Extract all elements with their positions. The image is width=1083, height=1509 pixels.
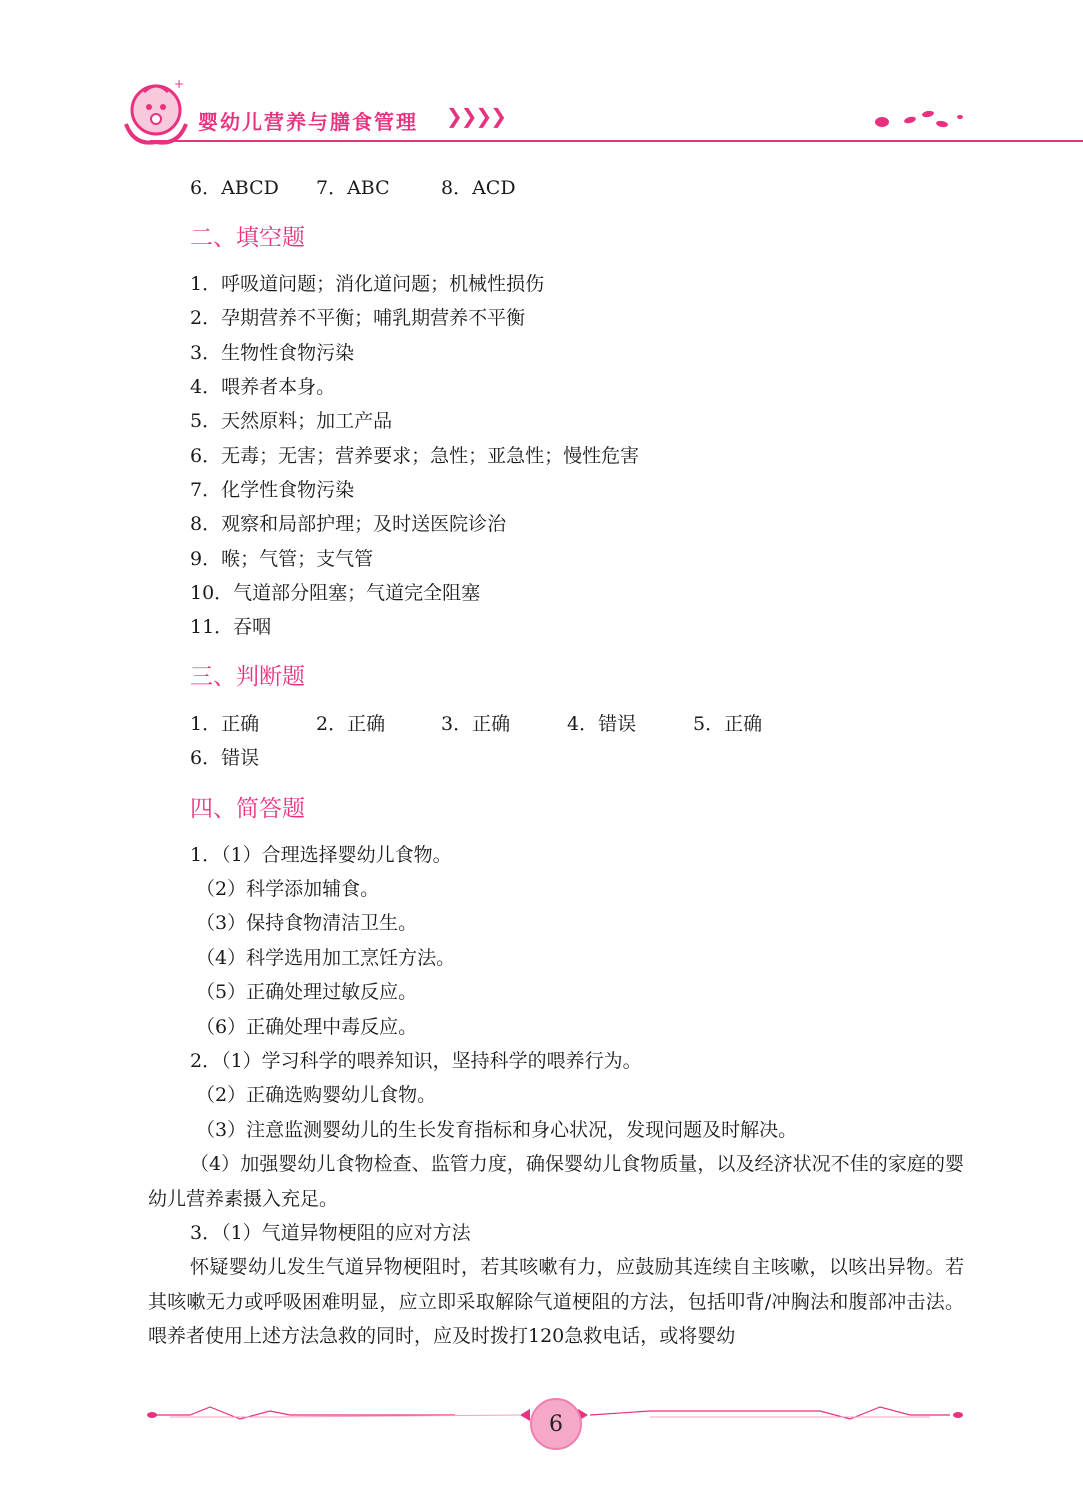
answer-item: 6．错误 [190, 747, 260, 769]
answer-item: 5．天然原料；加工产品 [190, 410, 393, 432]
answer-item: 8．ACD [441, 177, 516, 199]
section-heading-true-false: 三、判断题 [190, 664, 305, 690]
book-title: 婴幼儿营养与膳食管理 [198, 110, 418, 134]
header-rule [150, 140, 1083, 142]
answer-item: （6）正确处理中毒反应。 [196, 1016, 418, 1038]
page-footer [0, 1385, 1083, 1445]
answer-item: 6．无毒；无害；营养要求；急性；亚急性；慢性危害 [190, 445, 640, 467]
answer-item: 3．（1）气道异物梗阻的应对方法 [190, 1222, 471, 1244]
answer-item: 4．错误 [567, 713, 637, 735]
petal-decoration-icon [870, 104, 970, 134]
answer-item: 1．呼吸道问题；消化道问题；机械性损伤 [190, 273, 545, 295]
answer-item: （2）科学添加辅食。 [196, 878, 380, 900]
answer-item: （4）科学选用加工烹饪方法。 [196, 947, 456, 969]
baby-face-logo-icon [122, 76, 192, 150]
answer-item: 2．孕期营养不平衡；哺乳期营养不平衡 [190, 307, 526, 329]
answer-item: 6．ABCD [190, 177, 279, 199]
answer-item: 1．正确 [190, 713, 260, 735]
answer-item: 7．化学性食物污染 [190, 479, 355, 501]
answer-item: 1．（1）合理选择婴幼儿食物。 [190, 844, 452, 866]
answer-item: 2．正确 [316, 713, 386, 735]
answer-item: 8．观察和局部护理；及时送医院诊治 [190, 513, 507, 535]
answer-item: （2）正确选购婴幼儿食物。 [196, 1084, 437, 1106]
answer-item: 2．（1）学习科学的喂养知识，坚持科学的喂养行为。 [190, 1050, 642, 1072]
answer-paragraph: 怀疑婴幼儿发生气道异物梗阻时，若其咳嗽有力，应鼓励其连续自主咳嗽，以咳出异物。若其咳嗽无力或呼吸困难明显，应立即采取解除气道梗阻的方法，包括叩背/冲胸法和腹部冲击法。喂养者使用上述方法急救的同时，应及时拨打120急救电话，或将婴幼 [148, 1256, 964, 1347]
answer-item: 5．正确 [693, 713, 763, 735]
header-arrows-decoration: ❯❯❯❯ [446, 104, 506, 128]
answer-item: 3．正确 [441, 713, 511, 735]
section-heading-short-answer: 四、简答题 [190, 796, 305, 822]
answer-item: （3）注意监测婴幼儿的生长发育指标和身心状况，发现问题及时解决。 [196, 1119, 798, 1141]
page-number: 6 [530, 1398, 582, 1450]
answer-item: 4．喂养者本身。 [190, 376, 336, 398]
section-heading-fill-blank: 二、填空题 [190, 225, 305, 251]
answer-paragraph: （4）加强婴幼儿食物检查、监管力度，确保婴幼儿食物质量，以及经济状况不佳的家庭的婴幼儿营养素摄入充足。 [148, 1153, 964, 1210]
answer-item: （3）保持食物清洁卫生。 [196, 912, 418, 934]
answer-item: （5）正确处理过敏反应。 [196, 981, 418, 1003]
answer-item: 3．生物性食物污染 [190, 342, 355, 364]
page-header [0, 70, 1083, 160]
svg-text:+: + [174, 77, 185, 91]
answer-item: 9．喉；气管；支气管 [190, 548, 374, 570]
answer-item: 11．吞咽 [190, 616, 272, 638]
answer-item: 10．气道部分阻塞；气道完全阻塞 [190, 582, 481, 604]
answer-item: 7．ABC [316, 177, 390, 199]
